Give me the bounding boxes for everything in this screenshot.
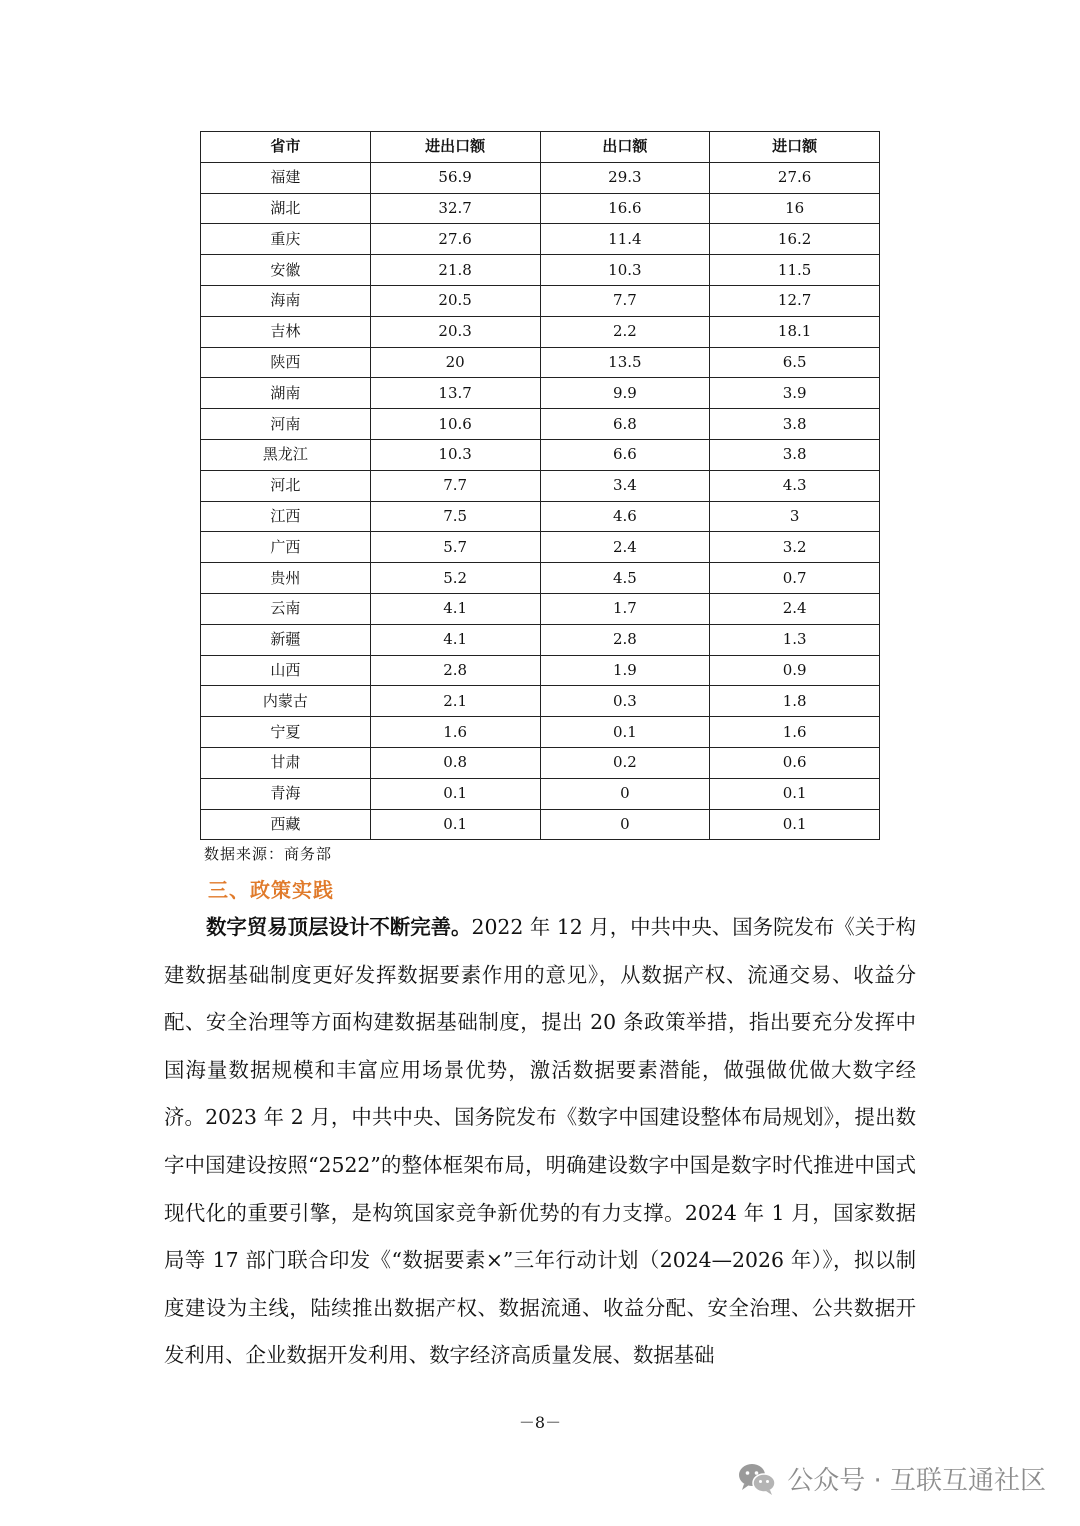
wechat-icon (737, 1462, 777, 1496)
table-row (201, 347, 880, 378)
cell-total: 4.1 (370, 624, 540, 655)
cell-export: 6.8 (540, 409, 710, 440)
cell-total: 5.7 (370, 532, 540, 563)
cell-province: 云南 (201, 593, 371, 624)
table-row (201, 717, 880, 748)
cell-province: 江西 (201, 501, 371, 532)
cell-province: 广西 (201, 532, 371, 563)
table-row (201, 624, 880, 655)
table-header-row (201, 132, 880, 163)
paragraph-lead: 数字贸易顶层设计不断完善。 (206, 915, 472, 939)
cell-export: 0.2 (540, 747, 710, 778)
cell-import: 4.3 (710, 470, 880, 501)
cell-total: 27.6 (370, 224, 540, 255)
cell-export: 10.3 (540, 255, 710, 286)
table-row (201, 378, 880, 409)
cell-total: 20.5 (370, 285, 540, 316)
cell-total: 10.3 (370, 439, 540, 470)
cell-export: 9.9 (540, 378, 710, 409)
cell-import: 3.8 (710, 409, 880, 440)
cell-import: 12.7 (710, 285, 880, 316)
cell-export: 11.4 (540, 224, 710, 255)
cell-total: 7.5 (370, 501, 540, 532)
section-heading: 三、政策实践 (208, 878, 334, 902)
cell-import: 16 (710, 193, 880, 224)
cell-total: 2.1 (370, 686, 540, 717)
cell-province: 海南 (201, 285, 371, 316)
cell-province: 福建 (201, 162, 371, 193)
cell-export: 29.3 (540, 162, 710, 193)
table-row (201, 316, 880, 347)
cell-total: 13.7 (370, 378, 540, 409)
source-note: 数据来源：商务部 (204, 845, 333, 863)
cell-province: 吉林 (201, 316, 371, 347)
cell-import: 0.1 (710, 809, 880, 840)
cell-export: 16.6 (540, 193, 710, 224)
cell-total: 32.7 (370, 193, 540, 224)
cell-import: 3 (710, 501, 880, 532)
table-row (201, 285, 880, 316)
table-row (201, 470, 880, 501)
cell-province: 重庆 (201, 224, 371, 255)
table-row (201, 563, 880, 594)
cell-export: 4.5 (540, 563, 710, 594)
table-row (201, 532, 880, 563)
cell-province: 宁夏 (201, 717, 371, 748)
table-row (201, 747, 880, 778)
table-row (201, 778, 880, 809)
cell-export: 4.6 (540, 501, 710, 532)
cell-export: 2.8 (540, 624, 710, 655)
cell-import: 2.4 (710, 593, 880, 624)
cell-import: 1.6 (710, 717, 880, 748)
cell-total: 56.9 (370, 162, 540, 193)
watermark (737, 1460, 1046, 1497)
cell-province: 内蒙古 (201, 686, 371, 717)
cell-province: 湖北 (201, 193, 371, 224)
cell-total: 5.2 (370, 563, 540, 594)
cell-export: 2.4 (540, 532, 710, 563)
cell-import: 6.5 (710, 347, 880, 378)
cell-export: 1.9 (540, 655, 710, 686)
cell-province: 新疆 (201, 624, 371, 655)
cell-province: 湖南 (201, 378, 371, 409)
cell-import: 18.1 (710, 316, 880, 347)
table-row (201, 224, 880, 255)
cell-total: 2.8 (370, 655, 540, 686)
cell-total: 0.1 (370, 809, 540, 840)
cell-province: 贵州 (201, 563, 371, 594)
cell-province: 甘肃 (201, 747, 371, 778)
cell-export: 0 (540, 778, 710, 809)
cell-province: 青海 (201, 778, 371, 809)
cell-total: 20 (370, 347, 540, 378)
cell-total: 4.1 (370, 593, 540, 624)
cell-import: 3.9 (710, 378, 880, 409)
cell-import: 0.7 (710, 563, 880, 594)
cell-total: 1.6 (370, 717, 540, 748)
cell-export: 2.2 (540, 316, 710, 347)
cell-province: 安徽 (201, 255, 371, 286)
cell-export: 1.7 (540, 593, 710, 624)
paragraph-text: 2022 年 12 月，中共中央、国务院发布《关于构建数据基础制度更好发挥数据要素作用的意见》，从数据产权、流通交易、收益分配、安全治理等方面构建数据基础制度，提出 20 条政策举措，指出要充分发挥中国海量数据规模和丰富应用场景优势，激活数据要素潜能，做强做优做大数字经济。2023 年 2 月，中共中央、国务院发布《数字中国建设整体布局规划》，提出数字中国建设按照“2522”的整体框架布局，明确建设数字中国是数字时代推进中国式现代化的重要引擎，是构筑国家竞争新优势的有力支撑。2024 年 1 月，国家数据局等 17 部门联合印发《“数据要素×”三年行动计划（2024—2026 年）》，拟以制度建设为主线，陆续推出数据产权、数据流通、收益分配、安全治理、公共数据开发利用、企业数据开发利用、数字经济高质量发展、数据基础 (164, 915, 916, 1368)
cell-total: 0.1 (370, 778, 540, 809)
cell-total: 0.8 (370, 747, 540, 778)
cell-province: 黑龙江 (201, 439, 371, 470)
cell-import: 16.2 (710, 224, 880, 255)
cell-export: 7.7 (540, 285, 710, 316)
cell-province: 河北 (201, 470, 371, 501)
table-row (201, 193, 880, 224)
table-row (201, 439, 880, 470)
cell-province: 西藏 (201, 809, 371, 840)
table-row (201, 655, 880, 686)
body-paragraph (164, 904, 916, 1380)
cell-province: 山西 (201, 655, 371, 686)
cell-total: 20.3 (370, 316, 540, 347)
cell-total: 7.7 (370, 470, 540, 501)
cell-export: 3.4 (540, 470, 710, 501)
cell-import: 1.8 (710, 686, 880, 717)
table-row (201, 162, 880, 193)
header-export: 出口额 (540, 132, 710, 163)
cell-export: 0.3 (540, 686, 710, 717)
header-total: 进出口额 (370, 132, 540, 163)
cell-export: 13.5 (540, 347, 710, 378)
table-row (201, 409, 880, 440)
cell-export: 0.1 (540, 717, 710, 748)
cell-total: 21.8 (370, 255, 540, 286)
cell-import: 0.6 (710, 747, 880, 778)
header-import: 进口额 (710, 132, 880, 163)
table-row (201, 686, 880, 717)
cell-total: 10.6 (370, 409, 540, 440)
cell-export: 0 (540, 809, 710, 840)
page-number: －8－ (518, 1413, 562, 1432)
cell-import: 3.2 (710, 532, 880, 563)
table-body (201, 162, 880, 840)
table-row (201, 255, 880, 286)
table-row (201, 501, 880, 532)
cell-province: 陕西 (201, 347, 371, 378)
table-row (201, 593, 880, 624)
cell-import: 11.5 (710, 255, 880, 286)
cell-province: 河南 (201, 409, 371, 440)
table-row (201, 809, 880, 840)
header-province: 省市 (201, 132, 371, 163)
cell-import: 27.6 (710, 162, 880, 193)
cell-import: 0.9 (710, 655, 880, 686)
cell-export: 6.6 (540, 439, 710, 470)
watermark-text: 公众号 · 互联互通社区 (787, 1466, 1046, 1496)
cell-import: 1.3 (710, 624, 880, 655)
trade-table (200, 131, 880, 840)
cell-import: 3.8 (710, 439, 880, 470)
cell-import: 0.1 (710, 778, 880, 809)
